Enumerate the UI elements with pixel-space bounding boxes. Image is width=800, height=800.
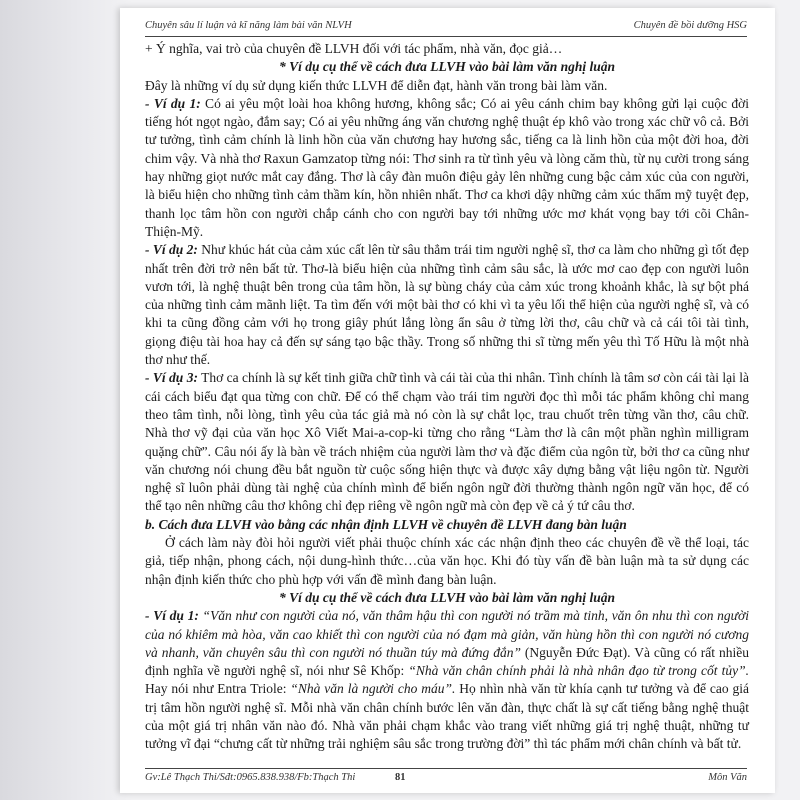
example-1-label: - Ví dụ 1:: [145, 95, 201, 111]
page-number: 81: [395, 772, 406, 783]
section-b-paragraph: Ở cách làm này đòi hỏi người viết phải thuộc chính xác các nhận định theo các chuyên đề về thể loại, tác giả, tiếp nhận, phong cách, nội dung-hình thức…của văn học. Khi đó tùy vấn đề bàn luận mà ta sử dụng các nhận định kiến thức cho phù hợp với vấn đề mình đang bàn luận.: [145, 535, 749, 587]
example-4-quote-2: “Nhà văn chân chính phải là nhà nhân đạo từ trong cốt tủy”.: [408, 663, 749, 679]
example-2: [145, 241, 749, 369]
heading-examples-1: * Ví dụ cụ thể về cách đưa LLVH vào bài làm văn nghị luận: [278, 59, 616, 75]
example-4-text-3: Họ nhìn nhà văn từ khía cạnh tư tưởng và để cao giá trị tâm hồn người nghệ sĩ. Mỗi nhà văn chân chính bước lên văn đàn, thực chất là sự cất tiếng bằng nghệ thuật của một giá trị nhân văn nào đó. Nhà văn phải chạm khắc vào trang viết những giá trị nghệ thuật, những tư tưởng vĩ đại “chưng cất từ những trải nghiệm sâu sắc trong trường đời” thì tác phẩm mới chân chính và bất tử.: [145, 681, 750, 752]
example-2-text: Như khúc hát của cảm xúc cất lên từ sâu thẳm trái tim người nghệ sĩ, thơ ca làm cho những gì tốt đẹp nhất trên đời trở nên bất tử. Thơ-là biểu hiện của những tình cảm sâu sắc, là ước mơ cao đẹp con người luôn vươn tới, là nghệ thuật bên trong của tâm hồn, là sự bùng cháy của cảm xúc trong khoảnh khắc, là sự bột phá của những tình cảm mãnh liệt. Ta tìm đến với một bài thơ có khi vì ta yêu lối thể hiện của người nghệ sĩ, và có khi ta cũng đồng cảm với họ trong giây phút lắng lòng ẩn sâu ở từng lời thơ, câu chữ và cả cái tôi tài tình, giọng điệu tài hoa hay cả đến sự sáng tạo bậc thầy. Trong số những thi sĩ từng mến yêu thì Tố Hữu là một nhà thơ như thế.: [145, 242, 749, 368]
heading-examples-2: * Ví dụ cụ thể về cách đưa LLVH vào bài làm văn nghị luận: [278, 589, 616, 605]
book-page: [120, 8, 775, 793]
example-3: [145, 369, 749, 515]
example-1: [145, 95, 749, 241]
example-4-text-1: (Nguyễn Đức Đạt). Và cũng có rất nhiều định nghĩa về người nghệ sĩ, nói như Sê Khốp:: [145, 644, 749, 679]
example-4: [145, 607, 749, 753]
example-3-text: Thơ ca chính là sự kết tinh giữa chữ tình và cái tài của thi nhân. Tình chính là tâm sơ còn cái tài lại là cái cách biểu đạt qua từng con chữ. Để có thể chạm vào trái tim người đọc thì mỗi tác phẩm không chỉ mang theo tâm tình, nỗi lòng, tình yêu của tác giả mà nó còn là sự chắt lọc, trau chuốt trên từng vần thơ, câu chữ. Nhà thơ vỹ đại của văn học Xô Viết Mai-a-cop-ki từng cho rằng “Làm thơ là cân một phần nghìn milligram quặng chữ”. Câu nói ấy là bàn về trách nhiệm của người làm thơ và đặc điểm của ngôn từ, bởi thơ ca cũng như văn chương nói chung đều bắt nguồn từ cuộc sống hiện thực và được xây dựng bằng vật liệu ngôn từ. Người nghệ sĩ luôn phải dùng tài nghệ của chính mình để biến ngôn ngữ đời thường thành ngôn ngữ văn học, để có thể tạo nên những câu thơ không chỉ đẹp riêng về ngôn ngữ mà còn đẹp về cả ý tứ câu thơ.: [145, 370, 749, 514]
paragraph-meaning: + Ý nghĩa, vai trò của chuyên đề LLVH đối với tác phẩm, nhà văn, đọc giả…: [145, 41, 563, 56]
paragraph-intro: Đây là những ví dụ sử dụng kiến thức LLVH để diễn đạt, hành văn trong bài làm văn.: [145, 77, 608, 93]
page-footer: [145, 768, 747, 785]
example-4-text-2: Hay nói như Entra Triole:: [145, 681, 291, 697]
section-b-heading: b. Cách đưa LLVH vào bằng các nhận định LLVH về chuyên đề LLVH đang bàn luận: [145, 516, 627, 532]
example-1-text: Có ai yêu một loài hoa không hương, không sắc; Có ai yêu cánh chim bay không gửi lại cuộc đời tiếng hót ngọt ngào, đắm say; Có ai yêu những áng văn chương nghệ thuật ép khô vào trong xác chữ vô cả. Bởi tư tưởng, tình cảm chính là linh hồn của văn chương hay hương sắc, tiếng ca là linh hồn của một đời hoa, đời chim vậy. Và nhà thơ Raxun Gamzatop từng nói: Thơ sinh ra từ tình yêu và lòng căm thù, từ nụ cười trong sáng hay những giọt nước mắt cay đắng. Thơ là cây đàn muôn điệu gảy lên những cung bậc cảm xúc của con người, là biểu hiện cho những tình cảm thầm kín, hồn nhiên nhất. Thơ ca khơi dậy những cảm xúc thẩm mỹ tuyệt đẹp, thanh lọc tâm hồn con người chắp cánh cho con người bay tới những ước mơ khát vọng bay tới cõi Chân-Thiện-Mỹ.: [145, 95, 749, 239]
header-left: Chuyên sâu lí luận và kĩ năng làm bài văn NLVH: [145, 20, 352, 31]
example-4-label: - Ví dụ 1:: [145, 608, 199, 624]
example-4-quote: “Văn như con người của nó, văn thâm hậu thì con người nó trầm mà tinh, văn ôn nhu thì con người của nó khiêm mà hòa, văn cao khiết thì con người của nó đạm mà giản, văn hùng hồn thì con người nó cương và nhanh, văn chuyên sâu thì con người nó thuần túy mà đứng đắn”: [145, 608, 749, 660]
example-2-label: - Ví dụ 2:: [145, 242, 198, 258]
page-header: [145, 18, 747, 37]
example-3-label: - Ví dụ 3:: [145, 370, 198, 386]
header-right: Chuyên đề bồi dưỡng HSG: [633, 20, 747, 31]
page-content: [145, 40, 749, 754]
example-4-quote-3: “Nhà văn là người cho máu”.: [290, 681, 456, 697]
footer-subject: Môn Văn: [708, 772, 747, 783]
footer-author: Gv:Lê Thạch Thi/Sđt:0965.838.938/Fb:Thạch Thi: [145, 772, 356, 783]
book-binding-shadow: [0, 0, 132, 800]
